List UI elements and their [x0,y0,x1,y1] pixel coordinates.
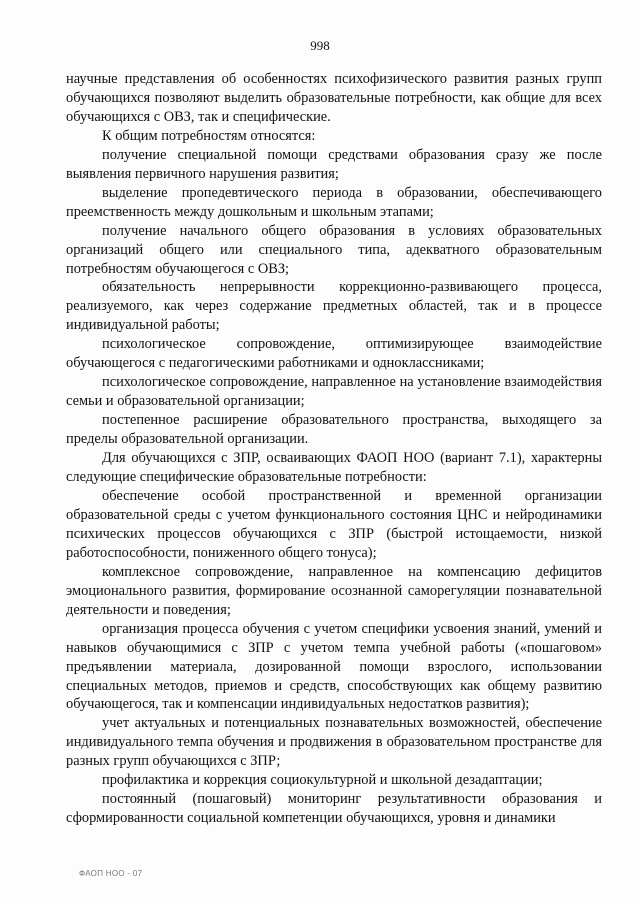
paragraph: Для обучающихся с ЗПР, осваивающих ФАОП НОО (вариант 7.1), характерны следующие специфические образовательные потребности: [66,450,602,486]
list-item: постепенное расширение образовательного пространства, выходящего за пределы образовательной организации. [66,412,602,448]
list-item: организация процесса обучения с учетом специфики усвоения знаний, умений и навыков обучающимися с ЗПР с учетом темпа учебной работы («пошаговом» предъявлении материала, дозированной помощи взрослого, использовании специальных методов, приемов и средств, способствующих как общему развитию обучающегося, так и компенсации индивидуальных недостатков развития); [66,620,602,713]
page-number: 998 [310,38,330,53]
list-item: обязательность непрерывности коррекционно-развивающего процесса, реализуемого, как через содержание предметных областей, так и в процессе индивидуальной работы; [66,279,602,334]
list-item: психологическое сопровождение, оптимизирующее взаимодействие обучающегося с педагогическими работниками и одноклассниками; [66,336,602,372]
paragraph: научные представления об особенностях психофизического развития разных групп обучающихся позволяют выделить образовательные потребности, как общие для всех обучающихся с ОВЗ, так и специфические. [66,71,602,125]
paragraph: К общим потребностям относятся: [102,127,316,144]
list-item: комплексное сопровождение, направленное на компенсацию дефицитов эмоционального развития, формирование осознанной саморегуляции познавательной деятельности и поведения; [66,563,602,618]
list-item: постоянный (пошаговый) мониторинг результативности образования и сформированности социальной компетенции обучающихся, уровня и динамики [66,791,602,827]
list-item: получение специальной помощи средствами образования сразу же после выявления первичного нарушения развития; [66,146,602,182]
list-item: учет актуальных и потенциальных познавательных возможностей, обеспечение индивидуального темпа обучения и продвижения в образовательном пространстве для разных групп обучающихся с ЗПР; [66,715,602,770]
document-body [66,70,602,828]
list-item: выделение пропедевтического периода в образовании, обеспечивающего преемственность между дошкольным и школьным этапами; [66,184,602,220]
list-item: психологическое сопровождение, направленное на установление взаимодействия семьи и образовательной организации; [66,374,602,410]
footer-document-code: ФАОП НОО - 07 [79,869,143,878]
list-item: получение начального общего образования в условиях образовательных организаций общего или специального типа, адекватного образовательным потребностям обучающегося с ОВЗ; [66,222,602,277]
list-item: обеспечение особой пространственной и временной организации образовательной среды с учетом функционального состояния ЦНС и нейродинамики психических процессов обучающихся с ЗПР (быстрой истощаемости, низкой работоспособности, пониженного общего тонуса); [66,487,602,561]
list-item: профилактика и коррекция социокультурной и школьной дезадаптации; [102,772,543,789]
